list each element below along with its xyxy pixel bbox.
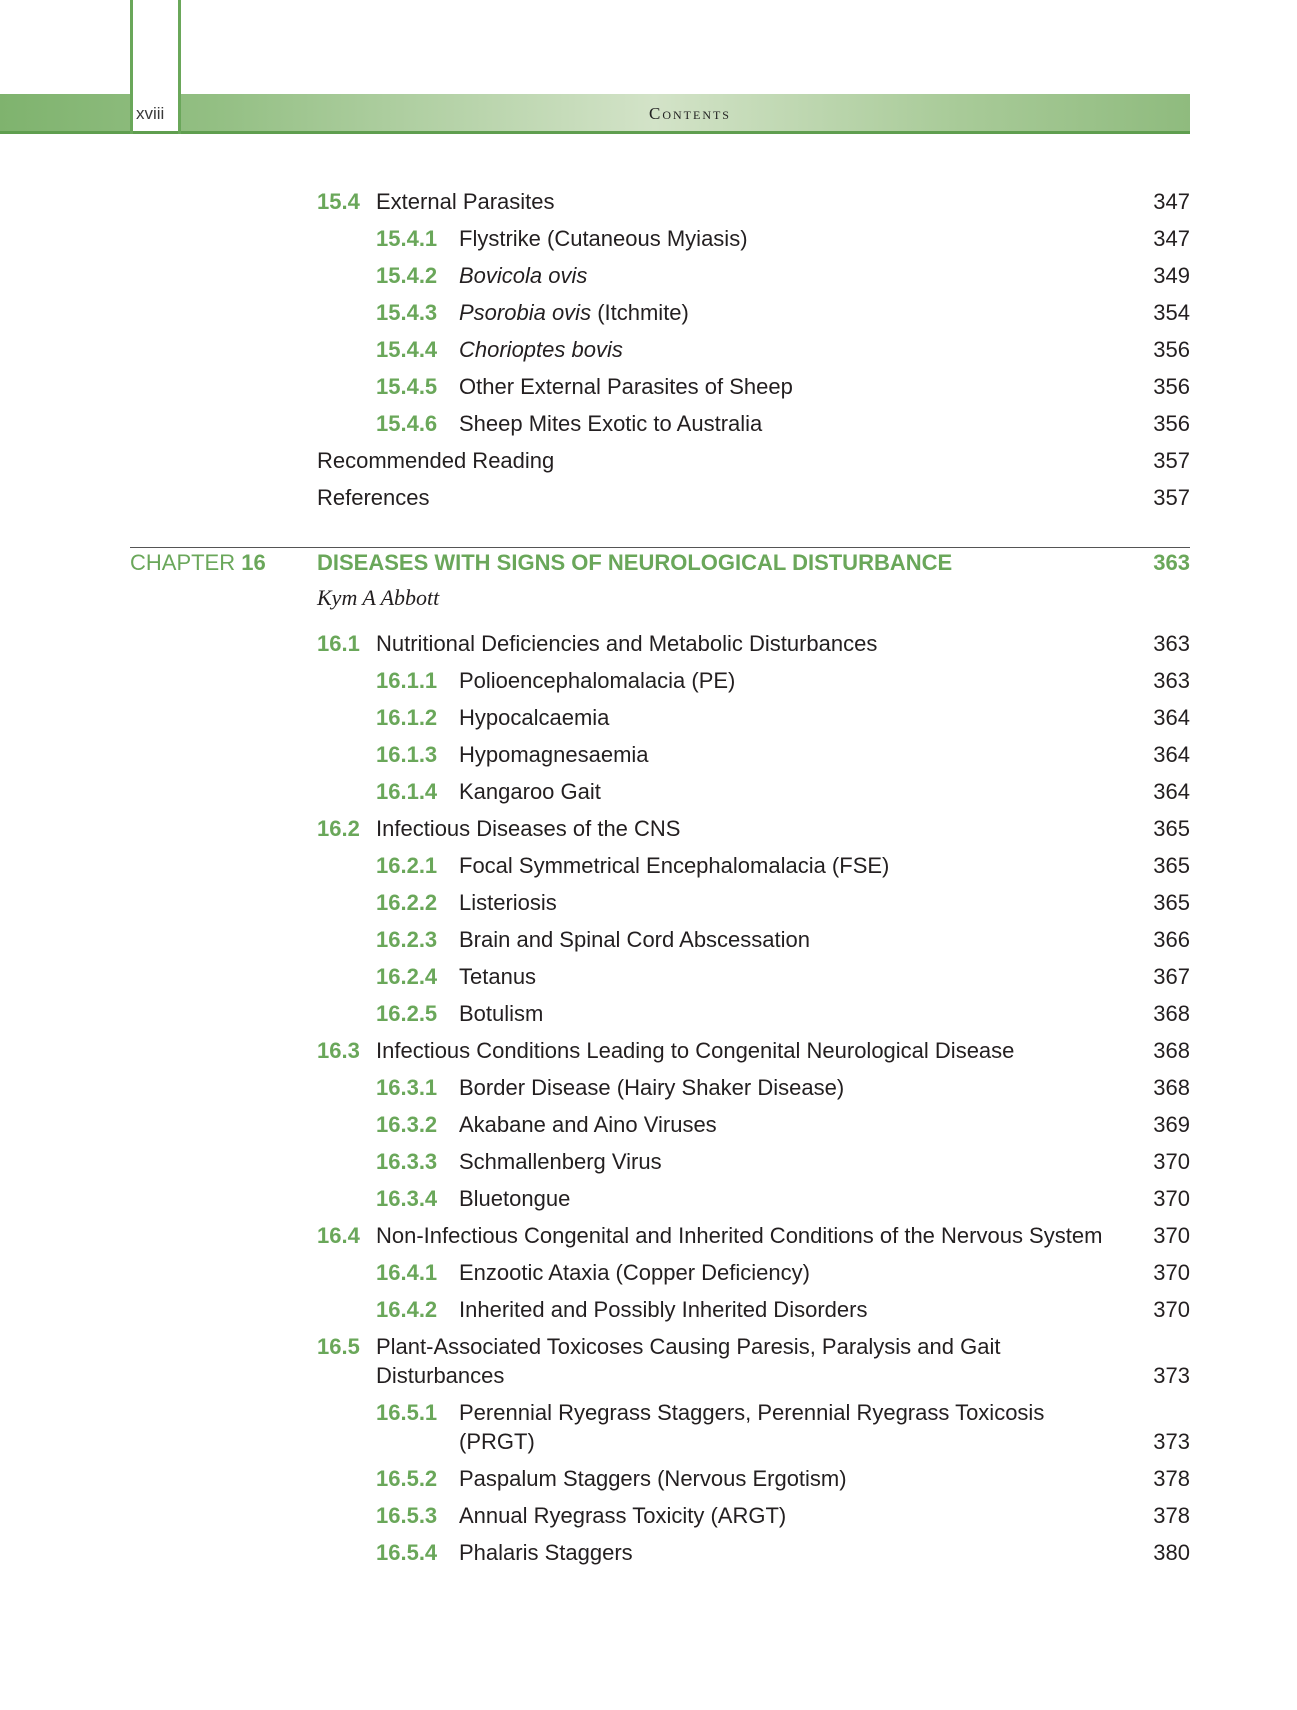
entry-title-rest: (Itchmite)	[591, 300, 689, 325]
page-number: 378	[1153, 1466, 1190, 1491]
page-number: 370	[1153, 1223, 1190, 1248]
entry-number: 16.4.2	[376, 1297, 438, 1322]
page-number: 368	[1153, 1075, 1190, 1100]
chapter-label	[130, 548, 266, 578]
page-number: 365	[1153, 853, 1190, 878]
page-number: 373	[1153, 1363, 1190, 1388]
entry-number: 16.5.4	[376, 1540, 438, 1565]
section-title-line2: Disturbances	[376, 1363, 505, 1388]
page-number: 354	[1153, 300, 1190, 325]
page-number: 369	[1153, 1112, 1190, 1137]
entry-title: Brain and Spinal Cord Abscessation	[459, 927, 810, 952]
entry-title	[459, 298, 689, 328]
entry-title: Enzootic Ataxia (Copper Deficiency)	[459, 1260, 810, 1285]
page-number: 356	[1153, 337, 1190, 362]
page-number: 356	[1153, 374, 1190, 399]
entry-number: 16.3.2	[376, 1112, 438, 1137]
entry-title: Other External Parasites of Sheep	[459, 374, 793, 399]
page-number: 364	[1153, 742, 1190, 767]
page-number: 363	[1153, 631, 1190, 656]
entry-title: Flystrike (Cutaneous Myiasis)	[459, 226, 748, 251]
entry-number: 15.4.1	[376, 226, 438, 251]
chapter-author: Kym A Abbott	[317, 585, 440, 610]
entry-number: 16.1.3	[376, 742, 438, 767]
page-number: 370	[1153, 1260, 1190, 1285]
section-number: 16.5	[317, 1334, 360, 1359]
section-number: 16.4	[317, 1223, 360, 1248]
entry-number: 16.1.2	[376, 705, 438, 730]
chapter-number: 16	[241, 550, 266, 575]
page-number: 366	[1153, 927, 1190, 952]
entry-number: 16.2.2	[376, 890, 438, 915]
entry-number: 16.5.3	[376, 1503, 438, 1528]
entry-number: 16.2.4	[376, 964, 438, 989]
page-number: 364	[1153, 779, 1190, 804]
entry-number: 16.5.2	[376, 1466, 438, 1491]
page-number: 357	[1153, 485, 1190, 510]
page-number: 363	[1153, 668, 1190, 693]
section-number: 16.1	[317, 631, 360, 656]
page-number: 370	[1153, 1297, 1190, 1322]
entry-title: Listeriosis	[459, 890, 557, 915]
entry-title: Polioencephalomalacia (PE)	[459, 668, 736, 693]
page-number: 347	[1153, 189, 1190, 214]
page-number: 368	[1153, 1038, 1190, 1063]
page-number: 367	[1153, 964, 1190, 989]
page-number: 370	[1153, 1149, 1190, 1174]
entry-number: 15.4.3	[376, 300, 438, 325]
entry-title: Bluetongue	[459, 1186, 571, 1211]
entry-number: 16.3.3	[376, 1149, 438, 1174]
entry-title-line2: (PRGT)	[459, 1429, 535, 1454]
page-number: 347	[1153, 226, 1190, 251]
section-title: Infectious Diseases of the CNS	[376, 816, 681, 841]
chapter-title[interactable]: DISEASES WITH SIGNS OF NEUROLOGICAL DISTURBANCE	[317, 550, 953, 575]
entry-number: 15.4.6	[376, 411, 438, 436]
entry-title	[459, 335, 623, 365]
page-folio: xviii	[136, 104, 165, 123]
entry-title: Kangaroo Gait	[459, 779, 601, 804]
section-title: Non-Infectious Congenital and Inherited Conditions of the Nervous System	[376, 1223, 1103, 1248]
entry-title: Focal Symmetrical Encephalomalacia (FSE)	[459, 853, 890, 878]
entry-title: Sheep Mites Exotic to Australia	[459, 411, 763, 436]
entry-title: Hypocalcaemia	[459, 705, 610, 730]
chapter-label-text: CHAPTER	[130, 550, 242, 575]
entry-number: 15.4.5	[376, 374, 438, 399]
entry-title: Inherited and Possibly Inherited Disorders	[459, 1297, 868, 1322]
entry-title-italic: Chorioptes bovis	[459, 337, 623, 362]
entry-title: Annual Ryegrass Toxicity (ARGT)	[459, 1503, 787, 1528]
entry-title-italic: Bovicola ovis	[459, 263, 588, 288]
entry-number: 15.4.4	[376, 337, 438, 362]
margin-line-left-front	[130, 0, 133, 134]
page-number: 368	[1153, 1001, 1190, 1026]
entry-number: 16.4.1	[376, 1260, 438, 1285]
entry-title-italic: Psorobia ovis	[459, 300, 592, 325]
entry-title: References	[317, 485, 430, 510]
entry-title: Recommended Reading	[317, 448, 555, 473]
margin-line-right-front	[178, 0, 181, 134]
page-number: 365	[1153, 890, 1190, 915]
page-number: 380	[1153, 1540, 1190, 1565]
entry-title: Border Disease (Hairy Shaker Disease)	[459, 1075, 845, 1100]
entry-title	[459, 261, 587, 291]
section-number: 15.4	[317, 189, 360, 214]
entry-number: 16.1.4	[376, 779, 438, 804]
entry-title: Phalaris Staggers	[459, 1540, 633, 1565]
running-head: Contents	[648, 104, 731, 123]
entry-number: 16.5.1	[376, 1400, 438, 1425]
page-number: 370	[1153, 1186, 1190, 1211]
entry-title: Paspalum Staggers (Nervous Ergotism)	[459, 1466, 847, 1491]
page-number: 356	[1153, 411, 1190, 436]
chapter-page-number: 363	[1153, 550, 1190, 575]
entry-number: 16.3.1	[376, 1075, 438, 1100]
entry-number: 16.2.1	[376, 853, 438, 878]
entry-number: 15.4.2	[376, 263, 438, 288]
entry-title: Botulism	[459, 1001, 544, 1026]
section-number: 16.2	[317, 816, 360, 841]
section-title: Nutritional Deficiencies and Metabolic Disturbances	[376, 631, 878, 656]
page-number: 365	[1153, 816, 1190, 841]
page-number: 349	[1153, 263, 1190, 288]
entry-title: Tetanus	[459, 964, 537, 989]
entry-title: Schmallenberg Virus	[459, 1149, 662, 1174]
page-number: 364	[1153, 705, 1190, 730]
page-number: 373	[1153, 1429, 1190, 1454]
entry-number: 16.2.5	[376, 1001, 438, 1026]
entry-title: Perennial Ryegrass Staggers, Perennial Ryegrass Toxicosis	[459, 1400, 1045, 1425]
section-title: Plant-Associated Toxicoses Causing Paresis, Paralysis and Gait	[376, 1334, 1001, 1359]
entry-title: Hypomagnesaemia	[459, 742, 649, 767]
entry-number: 16.2.3	[376, 927, 438, 952]
page-number: 357	[1153, 448, 1190, 473]
section-title: Infectious Conditions Leading to Congenital Neurological Disease	[376, 1038, 1015, 1063]
section-title: External Parasites	[376, 189, 555, 214]
page-number: 378	[1153, 1503, 1190, 1528]
entry-number: 16.1.1	[376, 668, 438, 693]
entry-number: 16.3.4	[376, 1186, 438, 1211]
entry-title: Akabane and Aino Viruses	[459, 1112, 717, 1137]
section-number: 16.3	[317, 1038, 360, 1063]
